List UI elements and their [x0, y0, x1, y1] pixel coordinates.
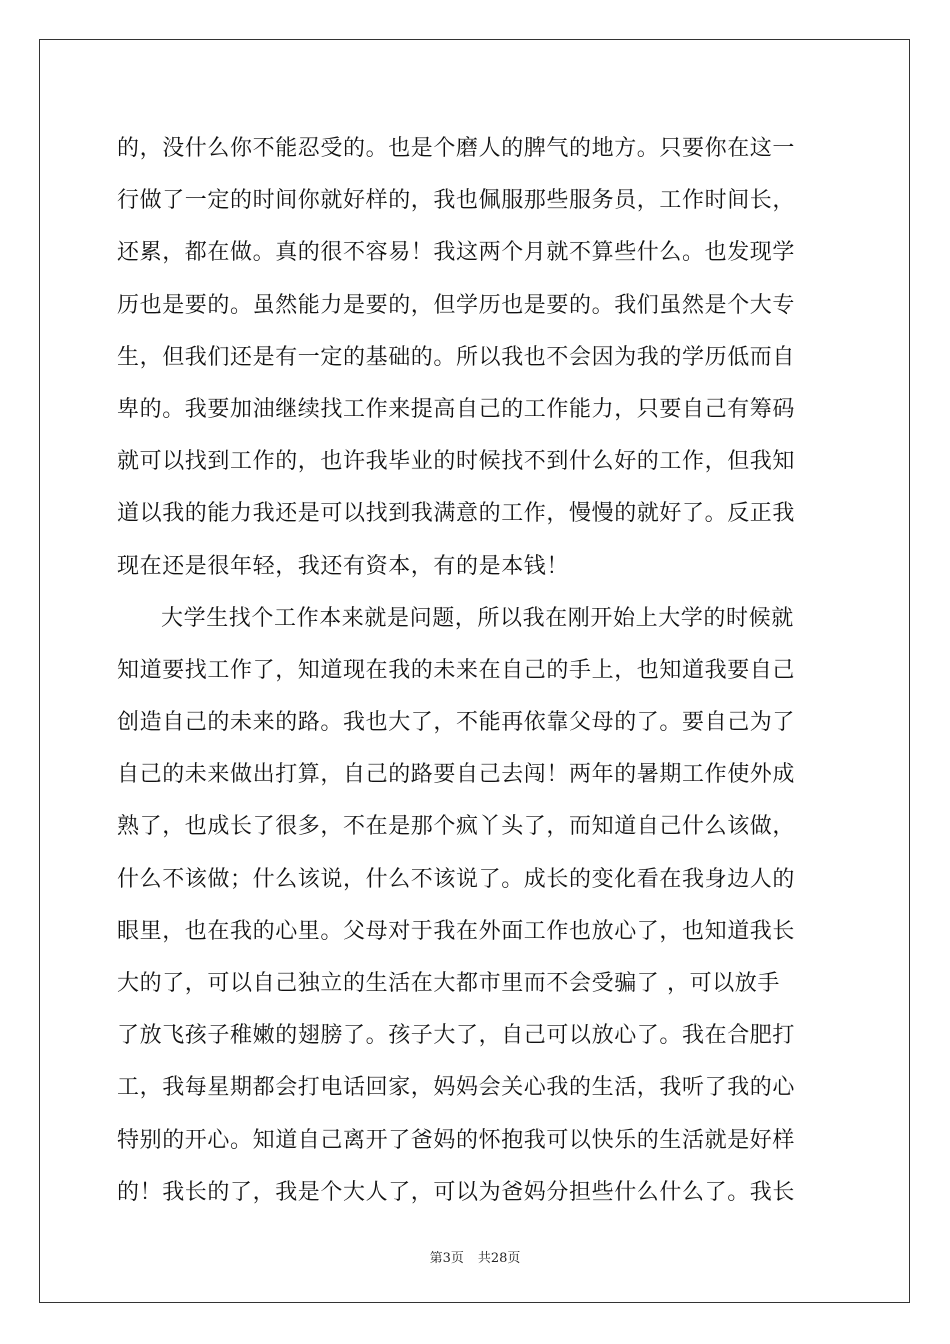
- text-line: 熟了，也成长了很多，不在是那个疯丫头了，而知道自己什么该做，: [117, 814, 796, 840]
- text-line: 什么不该做；什么该说，什么不该说了。成长的变化看在我身边人的: [117, 866, 796, 892]
- text-line: 工，我每星期都会打电话回家，妈妈会关心我的生活，我听了我的心: [117, 1075, 796, 1101]
- text-line: 生，但我们还是有一定的基础的。所以我也不会因为我的学历低而自: [117, 344, 796, 370]
- document-body: [117, 123, 835, 1219]
- text-line: 还累，都在做。真的很不容易！我这两个月就不算些什么。也发现学: [117, 240, 796, 266]
- current-page-label: 第3页: [429, 1251, 464, 1266]
- text-line: 道以我的能力我还是可以找到我满意的工作，慢慢的就好了。反正我: [117, 501, 796, 527]
- text-line: 创造自己的未来的路。我也大了，不能再依靠父母的了。要自己为了: [117, 710, 796, 736]
- text-line: 眼里，也在我的心里。父母对于我在外面工作也放心了，也知道我长: [117, 918, 796, 944]
- total-pages-label: 共28页: [477, 1251, 521, 1266]
- text-line: 行做了一定的时间你就好样的，我也佩服那些服务员，工作时间长，: [117, 188, 796, 214]
- text-line: 知道要找工作了，知道现在我的未来在自己的手上，也知道我要自己: [117, 657, 796, 683]
- text-line: 大的了，可以自己独立的生活在大都市里而不会受骗了 ，可以放手: [117, 971, 780, 996]
- text-line: 自己的未来做出打算，自己的路要自己去闯！两年的暑期工作使外成: [117, 762, 796, 788]
- text-line: 特别的开心。知道自己离开了爸妈的怀抱我可以快乐的生活就是好样: [117, 1127, 796, 1153]
- text-line: 了放飞孩子稚嫩的翅膀了。孩子大了，自己可以放心了。我在合肥打: [117, 1023, 796, 1049]
- text-line: 历也是要的。虽然能力是要的，但学历也是要的。我们虽然是个大专: [117, 292, 796, 318]
- text-line: 卑的。我要加油继续找工作来提高自己的工作能力，只要自己有筹码: [117, 396, 796, 422]
- page-footer: [0, 1247, 950, 1266]
- text-line: 的！我长的了，我是个大人了，可以为爸妈分担些什么什么了。我长: [117, 1179, 796, 1205]
- text-line: 就可以找到工作的，也许我毕业的时候找不到什么好的工作，但我知: [117, 449, 796, 475]
- text-line: 的，没什么你不能忍受的。也是个磨人的脾气的地方。只要你在这一: [117, 136, 796, 161]
- text-line: 现在还是很年轻，我还有资本，有的是本钱！: [117, 553, 570, 579]
- text-line: 大学生找个工作本来就是问题，所以我在刚开始上大学的时候就: [161, 605, 794, 631]
